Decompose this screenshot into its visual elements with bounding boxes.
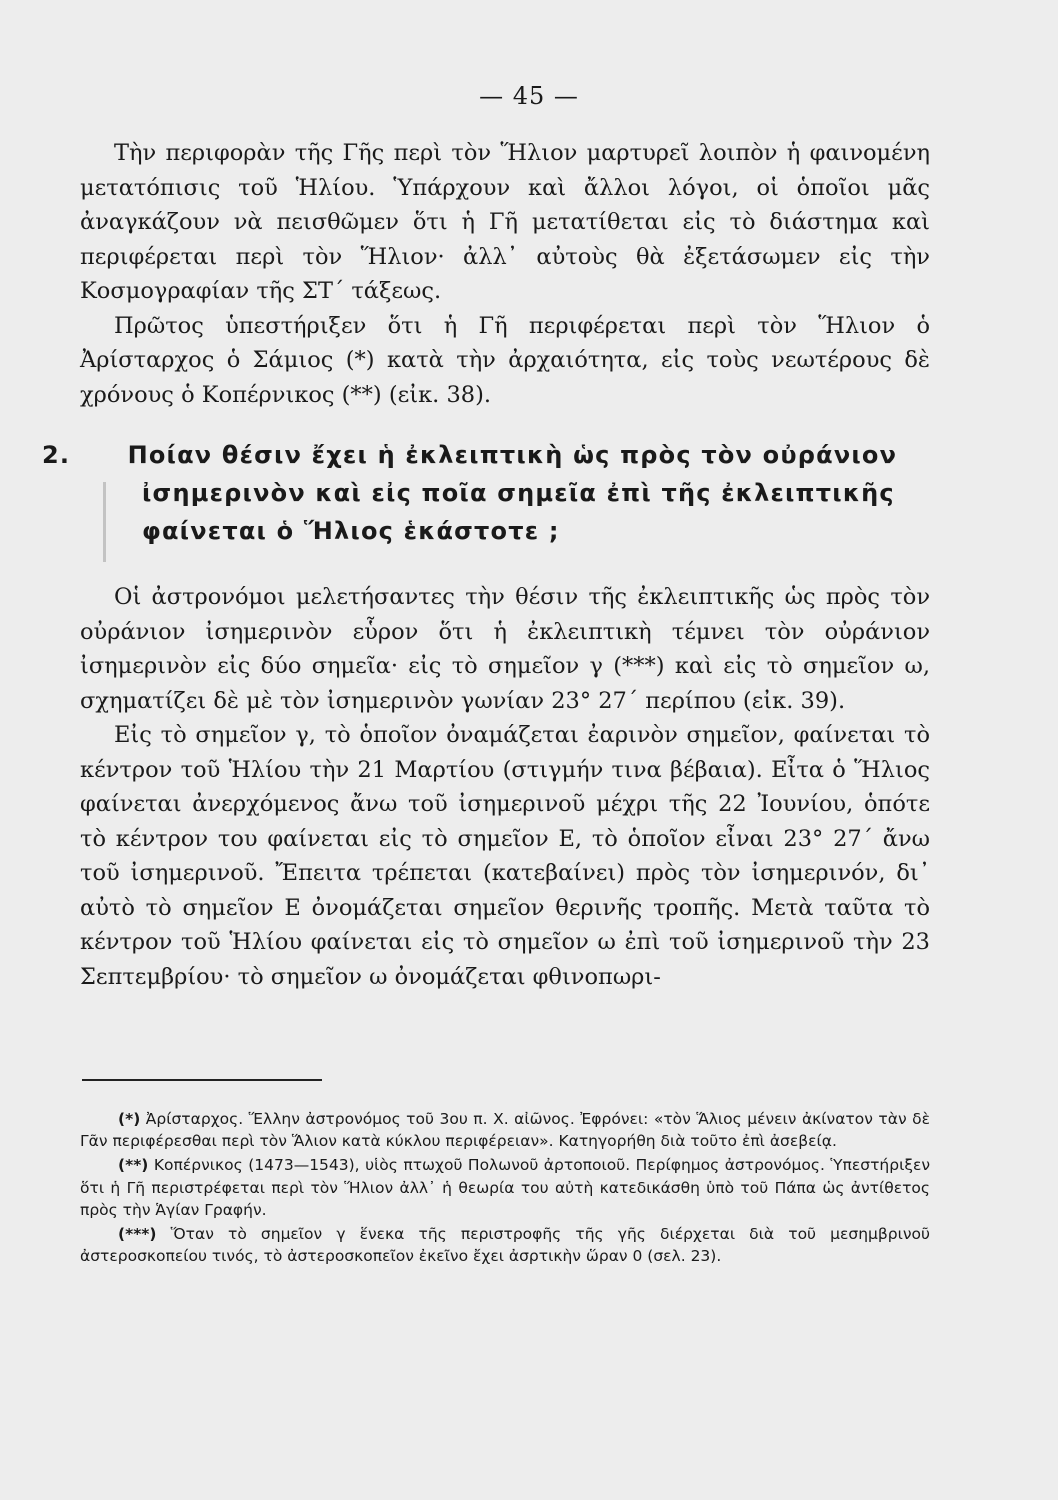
footnote-text: Ὅταν τὸ σημεῖον γ ἕνεκα τῆς περιστροφῆς τῆς γῆς διέρχεται διὰ τοῦ μεσημβρινοῦ ἀστεροσκοπείου τινός, τὸ ἀστεροσκοπεῖον ἐκεῖνο ἔχει ἀσρτικὴν ὥραν 0 (σελ. 23). — [80, 1225, 930, 1266]
footnote-text: Ἀρίσταρχος. Ἕλλην ἀστρονόμος τοῦ 3ου π. Χ. αἰῶνος. Ἐφρόνει: «τὸν Ἅλιος μένειν ἀκίνατον τὰν δὲ Γᾶν περιφέρεσθαι περὶ τὸν Ἅλιον κατὰ κύκλου περιφέρειαν». Κατηγορήθη διὰ τοῦτο ἐπὶ ἀσεβείᾳ. — [80, 1110, 930, 1151]
section-number: 2. — [42, 441, 71, 469]
footnote-text: Κοπέρνικος (1473—1543), υἱὸς πτωχοῦ Πολωνοῦ ἀρτοποιοῦ. Περίφημος ἀστρονόμος. Ὑπεστήριξεν ὅτι ἡ Γῆ περιστρέφεται περὶ τὸν Ἥλιον ἀλλ᾽ ἡ θεωρία του αὐτὴ κατεδικάσθη ὑπὸ τοῦ Πάπα ὡς ἀντίθετος πρὸς τὴν Ἁγίαν Γραφήν. — [80, 1156, 930, 1219]
footnote — [80, 1108, 930, 1152]
footnote-mark: (*) — [118, 1110, 141, 1128]
footnote-mark: (**) — [118, 1156, 149, 1175]
intro-paragraph: Τὴν περιφορὰν τῆς Γῆς περὶ τὸν Ἥλιον μαρτυρεῖ λοιπὸν ἡ φαινομένη μετατόπισις τοῦ Ἡλίου. Ὑπάρχουν καὶ ἄλλοι λόγοι, οἱ ὁποῖοι μᾶς ἀναγκάζουν νὰ πεισθῶμεν ὅτι ἡ Γῆ μετατίθεται εἰς τὸ διάστημα καὶ περιφέρεται περὶ τὸν Ἥλιον· ἀλλ᾽ αὐτοὺς θὰ ἐξετάσωμεν εἰς τὴν Κοσμογραφίαν τῆς ΣΤ΄ τάξεως. — [80, 140, 930, 304]
footnotes — [80, 1108, 930, 1269]
main-paragraph: Οἱ ἀστρονόμοι μελετήσαντες τὴν θέσιν τῆς ἐκλειπτικῆς ὡς πρὸς τὸν οὐράνιον ἰσημερινὸν εὗρον ὅτι ἡ ἐκλειπτικὴ τέμνει τὸν οὐράνιον ἰσημερινὸν εἰς δύο σημεῖα· εἰς τὸ σημεῖον γ (***) καὶ εἰς τὸ σημεῖον ω, σχηματίζει δὲ μὲ τὸν ἰσημερινὸν γωνίαν 23° 27΄ περίπου (εἰκ. 39). — [80, 584, 930, 714]
footnote-divider — [82, 1079, 322, 1081]
main-section — [80, 580, 930, 994]
section-title: Ποίαν θέσιν ἔχει ἡ ἐκλειπτικὴ ὡς πρὸς τὸν οὐράνιον ἰσημερινὸν καὶ εἰς ποῖα σημεῖα ἐπὶ τῆς ἐκλειπτικῆς φαίνεται ὁ Ἥλιος ἑκάστοτε ; — [127, 441, 898, 545]
intro-paragraph: Πρῶτος ὑπεστήριξεν ὅτι ἡ Γῆ περιφέρεται περὶ τὸν Ἥλιον ὁ Ἀρίσταρχος ὁ Σάμιος (*) κατὰ τὴν ἀρχαιότητα, εἰς τοὺς νεωτέρους δὲ χρόνους ὁ Κοπέρνικος (**) (εἰκ. 38). — [80, 312, 930, 408]
footnote — [80, 1223, 930, 1267]
intro-section — [80, 136, 930, 412]
page-number: — 45 — — [479, 82, 579, 110]
section-heading — [42, 436, 932, 550]
footnote-mark: (***) — [118, 1225, 157, 1244]
scan-artifact — [103, 482, 106, 562]
main-paragraph: Εἰς τὸ σημεῖον γ, τὸ ὁποῖον ὀναμάζεται ἐαρινὸν σημεῖον, φαίνεται τὸ κέντρον τοῦ Ἡλίου τὴν 21 Μαρτίου (στιγμήν τινα βέβαια). Εἶτα ὁ Ἥλιος φαίνεται ἀνερχόμενος ἄνω τοῦ ἰσημερινοῦ μέχρι τῆς 22 Ἰουνίου, ὁπότε τὸ κέντρον του φαίνεται εἰς τὸ σημεῖον Ε, τὸ ὁποῖον εἶναι 23° 27΄ ἄνω τοῦ ἰσημερινοῦ. Ἔπειτα τρέπεται (κατεβαίνει) πρὸς τὸν ἰσημερινόν, δι᾽ αὐτὸ τὸ σημεῖον Ε ὀνομάζεται σημεῖον θερινῆς τροπῆς. Μετὰ ταῦτα τὸ κέντρον τοῦ Ἡλίου φαίνεται εἰς τὸ σημεῖον ω ἐπὶ τοῦ ἰσημερινοῦ τὴν 23 Σεπτεμβρίου· τὸ σημεῖον ω ὀνομάζεται φθινοπωρι- — [80, 722, 930, 990]
footnote — [80, 1154, 930, 1221]
